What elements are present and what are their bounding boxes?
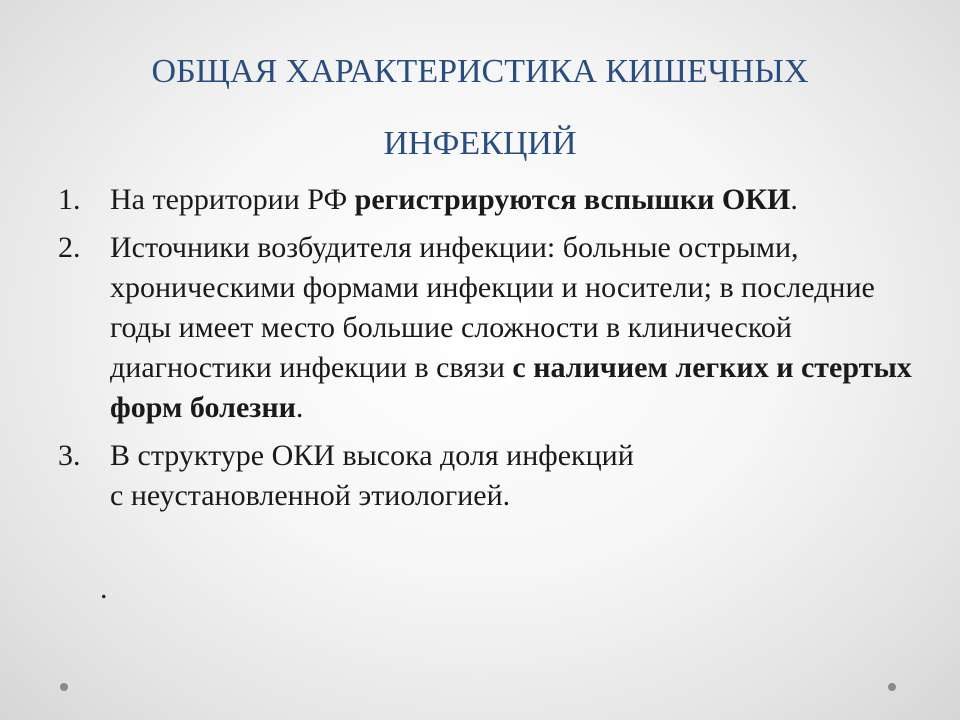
list-item-text: На территории РФ (110, 183, 355, 216)
decorative-dot-right (888, 683, 896, 691)
slide-title-line-1: ОБЩАЯ ХАРАКТЕРИСТИКА КИШЕЧНЫХ (151, 53, 809, 90)
list-item-text: В структуре ОКИ высока доля инфекций (110, 439, 634, 472)
list-item-number: 2. (58, 231, 81, 264)
list-item-number: 1. (58, 183, 81, 216)
list-item-2 (58, 228, 918, 428)
slide-title (40, 36, 920, 180)
list-item-number: 3. (58, 439, 81, 472)
slide-title-line-2: ИНФЕКЦИЙ (383, 125, 577, 162)
list-item-1 (58, 180, 918, 220)
list-item-text-end: . (295, 391, 304, 424)
decorative-dot-left (60, 683, 68, 691)
list-item-text: Источники возбудителя инфекции: больные острыми, хроническими формами инфекции и носители; в последние годы имеет место большие сложности в клинической диагностики инфекции в связи (110, 231, 875, 384)
list-item-text-end: . (790, 183, 798, 216)
content-list (58, 180, 918, 524)
list-item-3 (58, 436, 918, 516)
list-item-text-line-2: с неустановленной этиологией. (110, 479, 511, 512)
trailing-dot: . (100, 572, 108, 605)
list-item-bold-text: с наличием легких и стертых форм болезни (110, 351, 912, 424)
list-item-bold-text: регистрируются вспышки ОКИ (354, 183, 791, 216)
